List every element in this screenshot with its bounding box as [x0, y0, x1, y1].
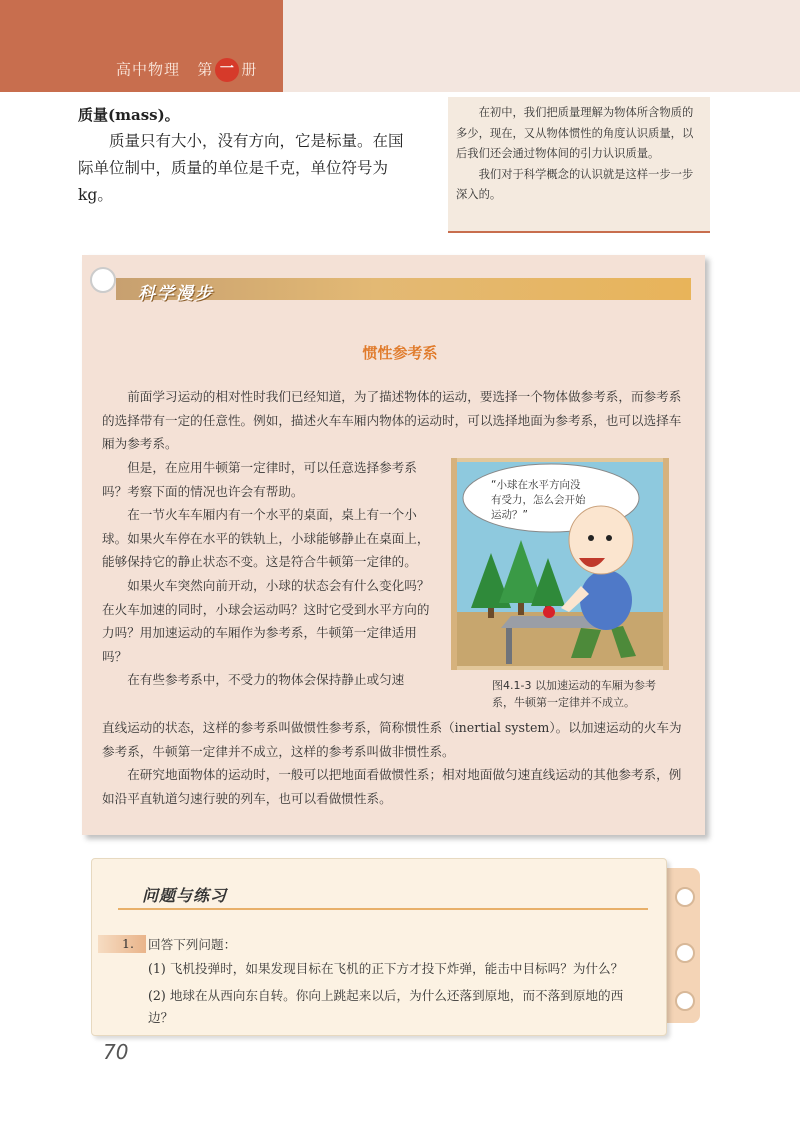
mass-term: 质量(mass)。	[78, 106, 180, 124]
article-wrapped-text	[102, 456, 439, 692]
question-prompt: 回答下列问题：	[148, 937, 237, 952]
heading-divider	[118, 908, 648, 910]
article-paragraph-6: 在研究地面物体的运动时，一般可以把地面看做惯性系；相对地面做匀速直线运动的其他参考系，例如沿平直轨道匀速行驶的列车，也可以看做惯性系。	[102, 767, 682, 806]
banner-circle-icon	[90, 267, 116, 293]
article-paragraph-2: 但是，在应用牛顿第一定律时，可以任意选择参考系吗？考察下面的情况也许会有帮助。	[102, 460, 417, 499]
section-heading: 科学漫步	[138, 284, 214, 304]
figure-caption: 图4.1-3 以加速运动的车厢为参考系，牛顿第一定律并不成立。	[492, 679, 656, 709]
question-number: 1.	[122, 936, 134, 951]
page-number: 70	[103, 1040, 129, 1064]
speech-line-3: 运动？”	[491, 509, 528, 521]
article-title: 惯性参考系	[362, 344, 438, 362]
binder-ring-icon	[675, 943, 695, 963]
volume-suffix: 册	[241, 60, 258, 79]
exercise-heading: 问题与练习	[142, 886, 228, 905]
article-paragraph-4: 如果火车突然向前开动，小球的状态会有什么变化吗？在火车加速的同时，小球会运动吗？这时它受到水平方向的力吗？用加速运动的车厢作为参考系，牛顿第一定律适用吗？	[102, 577, 430, 664]
speech-line-1: “小球在水平方向没	[491, 479, 581, 491]
volume-prefix: 第	[197, 60, 214, 79]
article-paragraph-1: 前面学习运动的相对性时我们已经知道，为了描述物体的运动，要选择一个物体做参考系，而参考系的选择带有一定的任意性。例如，描述火车车厢内物体的运动时，可以选择地面为参考系，也可以选择车厢为参考系。	[102, 389, 682, 452]
margin-note-paragraph-2: 我们对于科学概念的认识就是这样一步一步深入的。	[456, 167, 694, 201]
binder-ring-icon	[675, 887, 695, 907]
book-title: 高中物理	[116, 60, 181, 79]
running-header	[116, 58, 257, 82]
volume-number-badge: 一	[215, 58, 239, 82]
article-paragraph-5-start: 在有些参考系中，不受力的物体会保持静止或匀速	[127, 672, 405, 688]
cartoon-illustration	[451, 458, 669, 670]
margin-note	[448, 97, 710, 233]
binder-ring-icon	[675, 991, 695, 1011]
question-item-1: (1) 飞机投弹时，如果发现目标在飞机的正下方才投下炸弹，能击中目标吗？为什么？	[148, 961, 624, 976]
article-closing	[102, 716, 685, 810]
article-intro	[102, 385, 685, 456]
ball-icon	[543, 606, 555, 618]
margin-note-paragraph-1: 在初中，我们把质量理解为物体所含物质的多少，现在，又从物体惯性的角度认识质量，以后我们还会通过物体间的引力认识质量。	[456, 106, 694, 160]
article-paragraph-3: 在一节火车车厢内有一个水平的桌面，桌上有一个小球。如果火车停在水平的铁轨上，小球能够静止在桌面上，能够保持它的静止状态不变。这是符合牛顿第一定律的。	[102, 507, 430, 570]
article-paragraph-5-end: 直线运动的状态，这样的参考系叫做惯性参考系，简称惯性系（inertial system）。以加速运动的火车为参考系，牛顿第一定律并不成立，这样的参考系叫做非惯性系。	[102, 720, 682, 759]
question-item-2: (2) 地球在从西向东自转。你向上跳起来以后，为什么还落到原地，而不落到原地的西边？	[148, 988, 624, 1025]
speech-line-2: 有受力，怎么会开始	[491, 494, 586, 506]
mass-paragraph: 质量只有大小，没有方向，它是标量。在国际单位制中，质量的单位是千克，单位符号为kg。	[78, 132, 404, 204]
